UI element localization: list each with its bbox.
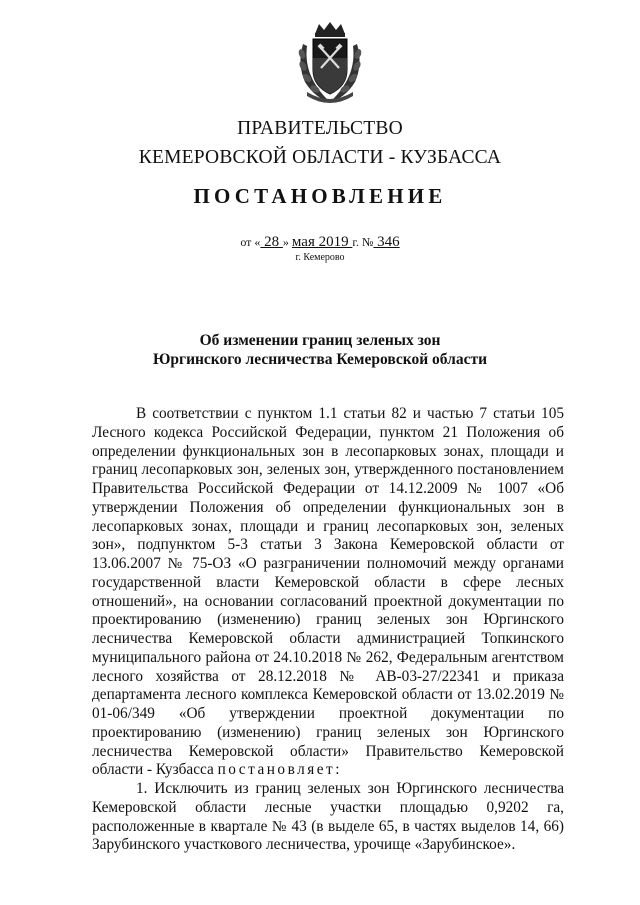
document-title bbox=[0, 331, 640, 369]
body-paragraph-preamble bbox=[92, 405, 564, 780]
document-date-number bbox=[0, 234, 640, 251]
resolution-word: постановляет: bbox=[217, 761, 342, 779]
preamble-text: В соответствии с пунктом 1.1 статьи 82 и частью 7 статьи 105 Лесного кодекса Российской Федерации, пунктом 21 Положения об определении функциональных зон в лесопарковых зонах, площади и границ лесопарковых зон, зеленых зон, утвержденного постановлением Правительства Российской Федерации от 14.12.2009 № 1007 «Об утверждении Положения об определении функциональных зон в лесопарковых зонах, площади и границ лесопарковых зон, зеленых зон», подпунктом 5-3 статьи 3 Закона Кемеровской области от 13.06.2007 № 75-ОЗ «О разграничении полномочий между органами государственной власти Кемеровской области в сфере лесных отношений», на основании согласований проектной документации по проектированию (изменению) границ зеленых зон Юргинского лесничества Кемеровской области администрацией Топкинского муниципального района от 24.10.2018 № 262, Федеральным агентством лесного хозяйства от 28.12.2018 № АВ-03-27/22341 и приказа департамента лесного комплекса Кемеровской области от 13.02.2019 № 01-06/349 «Об утверждении проектной документации по проектированию (изменению) границ зеленых зон Юргинского лесничества Кемеровской области» Правительство Кемеровской области - Кузбасса bbox=[92, 405, 564, 779]
date-separator: » bbox=[282, 235, 292, 249]
document-number: 346 bbox=[373, 234, 400, 250]
document-type-heading: ПОСТАНОВЛЕНИЕ bbox=[193, 184, 447, 208]
document-body bbox=[92, 405, 564, 855]
date-day: 28 bbox=[260, 234, 283, 250]
date-from-label: от « bbox=[240, 235, 261, 249]
document-title-line2: Юргинского лесничества Кемеровской области bbox=[152, 351, 488, 368]
coat-of-arms-emblem bbox=[293, 20, 367, 104]
government-name-line1: ПРАВИТЕЛЬСТВО bbox=[237, 118, 403, 139]
body-paragraph-item-1: 1. Исключить из границ зеленых зон Юргинского лесничества Кемеровской области лесные участки площадью 0,9202 га, расположенные в квартале № 43 (в выделе 65, в частях выделов 14, 66) Зарубинского участкового лесничества, урочище «Зарубинское». bbox=[92, 780, 564, 854]
date-month-year: мая 2019 bbox=[291, 234, 353, 250]
government-name-line2: КЕМЕРОВСКОЙ ОБЛАСТИ - КУЗБАССА bbox=[138, 147, 502, 168]
document-city: г. Кемерово bbox=[295, 252, 345, 263]
document-title-line1: Об изменении границ зеленых зон bbox=[199, 332, 441, 349]
year-suffix-number-label: г. № bbox=[352, 235, 374, 249]
